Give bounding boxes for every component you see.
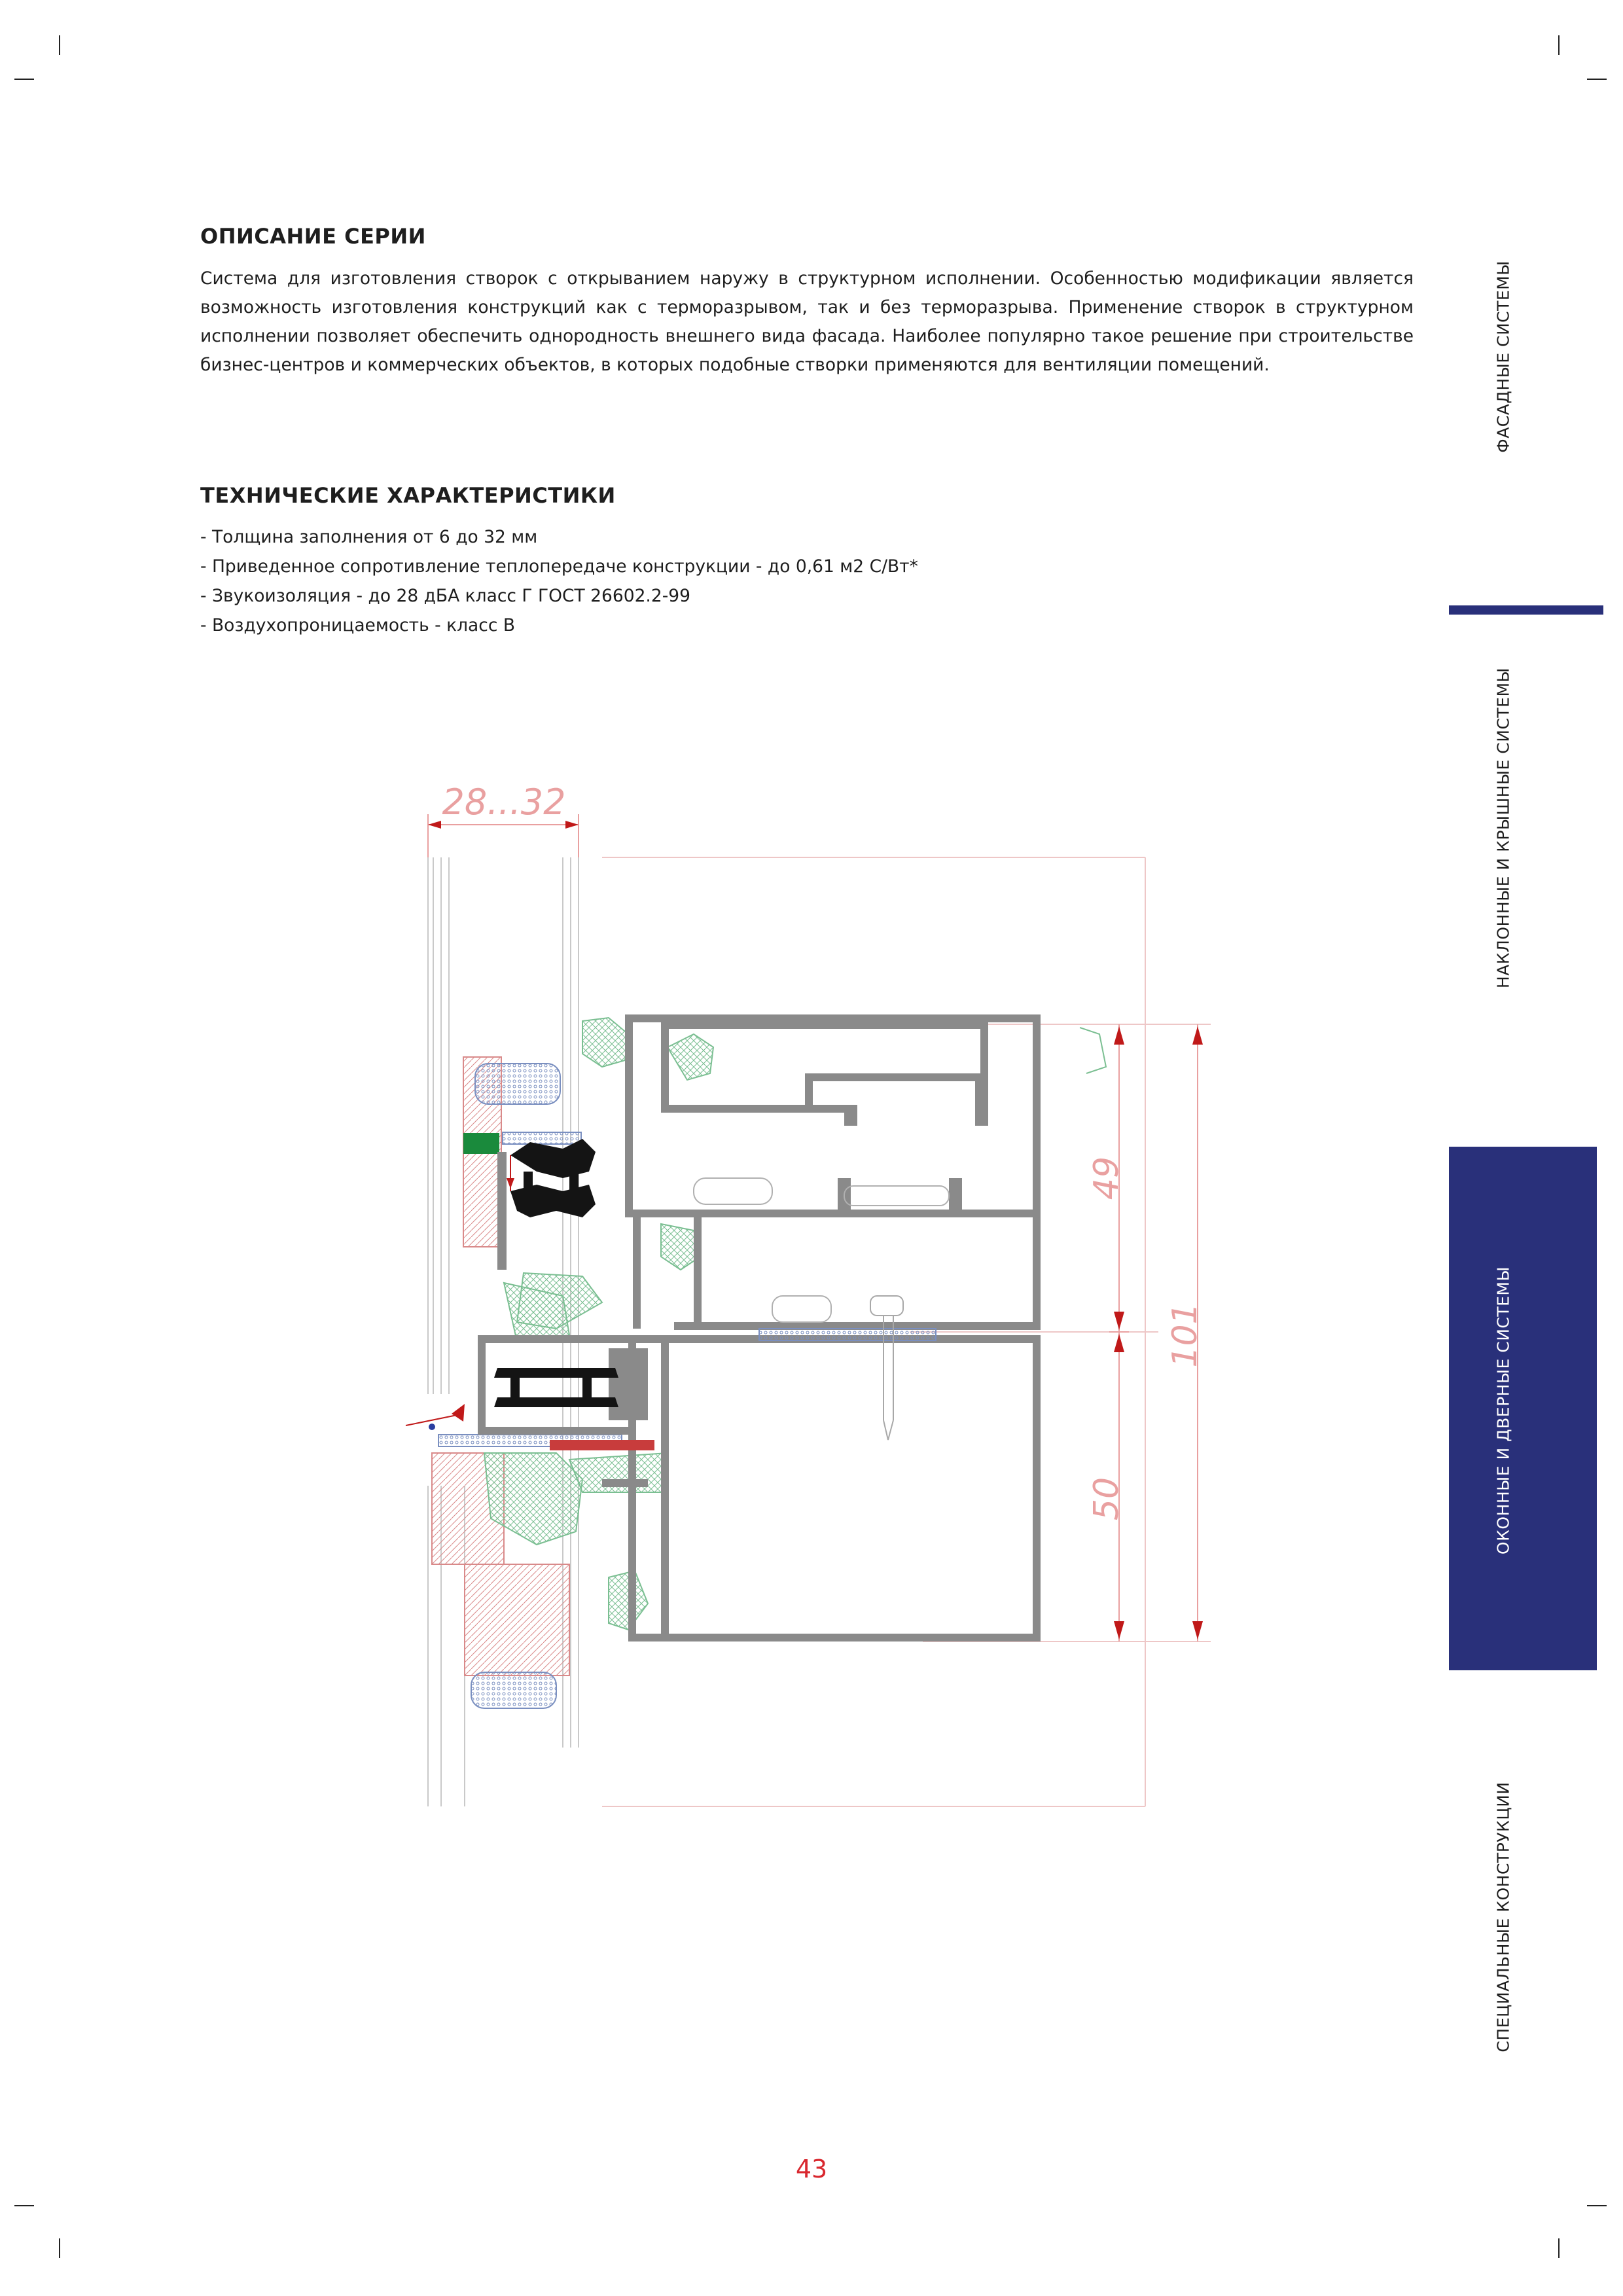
profile-section-drawing (386, 759, 1237, 1813)
spec-item: - Воздухопроницаемость - класс В (200, 615, 516, 636)
spacer-tape (475, 1064, 560, 1104)
spacer-tape (471, 1672, 556, 1708)
spacer-tape (503, 1132, 581, 1144)
specs-title: ТЕХНИЧЕСКИЕ ХАРАКТЕРИСТИКИ (200, 483, 616, 508)
dim-glass (428, 781, 579, 857)
insulation-panel (465, 1564, 569, 1676)
sidebar-item-label: ОКОННЫЕ И ДВЕРНЫЕ СИСТЕМЫ (1493, 1266, 1513, 1555)
arrow-icon (452, 1404, 465, 1422)
crop-mark (59, 2238, 60, 2258)
sidebar-active-block (1449, 1147, 1597, 1670)
sidebar-item-label: НАКЛОННЫЕ И КРЫШНЫЕ СИСТЕМЫ (1493, 667, 1513, 989)
crop-mark (1558, 35, 1560, 55)
dim-lower-label: 50 (1087, 1477, 1126, 1521)
specs-list (200, 522, 918, 640)
crop-mark (59, 35, 60, 55)
screw-icon (870, 1296, 903, 1440)
description-title: ОПИСАНИЕ СЕРИИ (200, 224, 426, 249)
crop-mark (1558, 2238, 1560, 2258)
sidebar-item-label: СПЕЦИАЛЬНЫЕ КОНСТРУКЦИИ (1493, 1782, 1513, 2053)
crop-mark (14, 2205, 34, 2206)
dim-total-label: 101 (1166, 1302, 1205, 1368)
sidebar-item-facade[interactable] (1493, 260, 1513, 453)
spec-item: - Приведенное сопротивление теплопередаче конструкции - до 0,61 м2 С/Вт* (200, 556, 918, 577)
sidebar-item-roof[interactable] (1493, 667, 1513, 989)
crop-mark (1587, 2205, 1607, 2206)
sealing-strip (550, 1440, 654, 1450)
description-text: Система для изготовления створок с открыванием наружу в структурном исполнении. Особенностью модификации является возможность изготовления конструкций как с терморазрывом, так и без терморазрыва. Применение створок в структурном исполнении позволяет обеспечить однородность внешнего вида фасада. Наиболее популярно такое решение при строительстве бизнес-центров и коммерческих объектов, в которых подобные створки применяются для вентиляции помещений. (200, 268, 1414, 375)
sidebar-item-windows-doors[interactable] (1493, 1266, 1513, 1555)
crop-mark (14, 79, 34, 80)
page-number: 43 (795, 2155, 828, 2183)
spec-item: - Звукоизоляция - до 28 дБА класс Г ГОСТ 26602.2-99 (200, 586, 691, 606)
spec-item: - Толщина заполнения от 6 до 32 мм (200, 527, 538, 547)
sidebar-item-special[interactable] (1493, 1782, 1513, 2053)
sealant-block (463, 1133, 499, 1154)
crop-mark (1587, 79, 1607, 80)
dim-upper-label: 49 (1087, 1156, 1126, 1200)
sidebar-item-label: ФАСАДНЫЕ СИСТЕМЫ (1493, 260, 1513, 453)
dim-glass-label: 28...32 (442, 781, 566, 823)
sidebar-accent-bar (1449, 605, 1603, 615)
